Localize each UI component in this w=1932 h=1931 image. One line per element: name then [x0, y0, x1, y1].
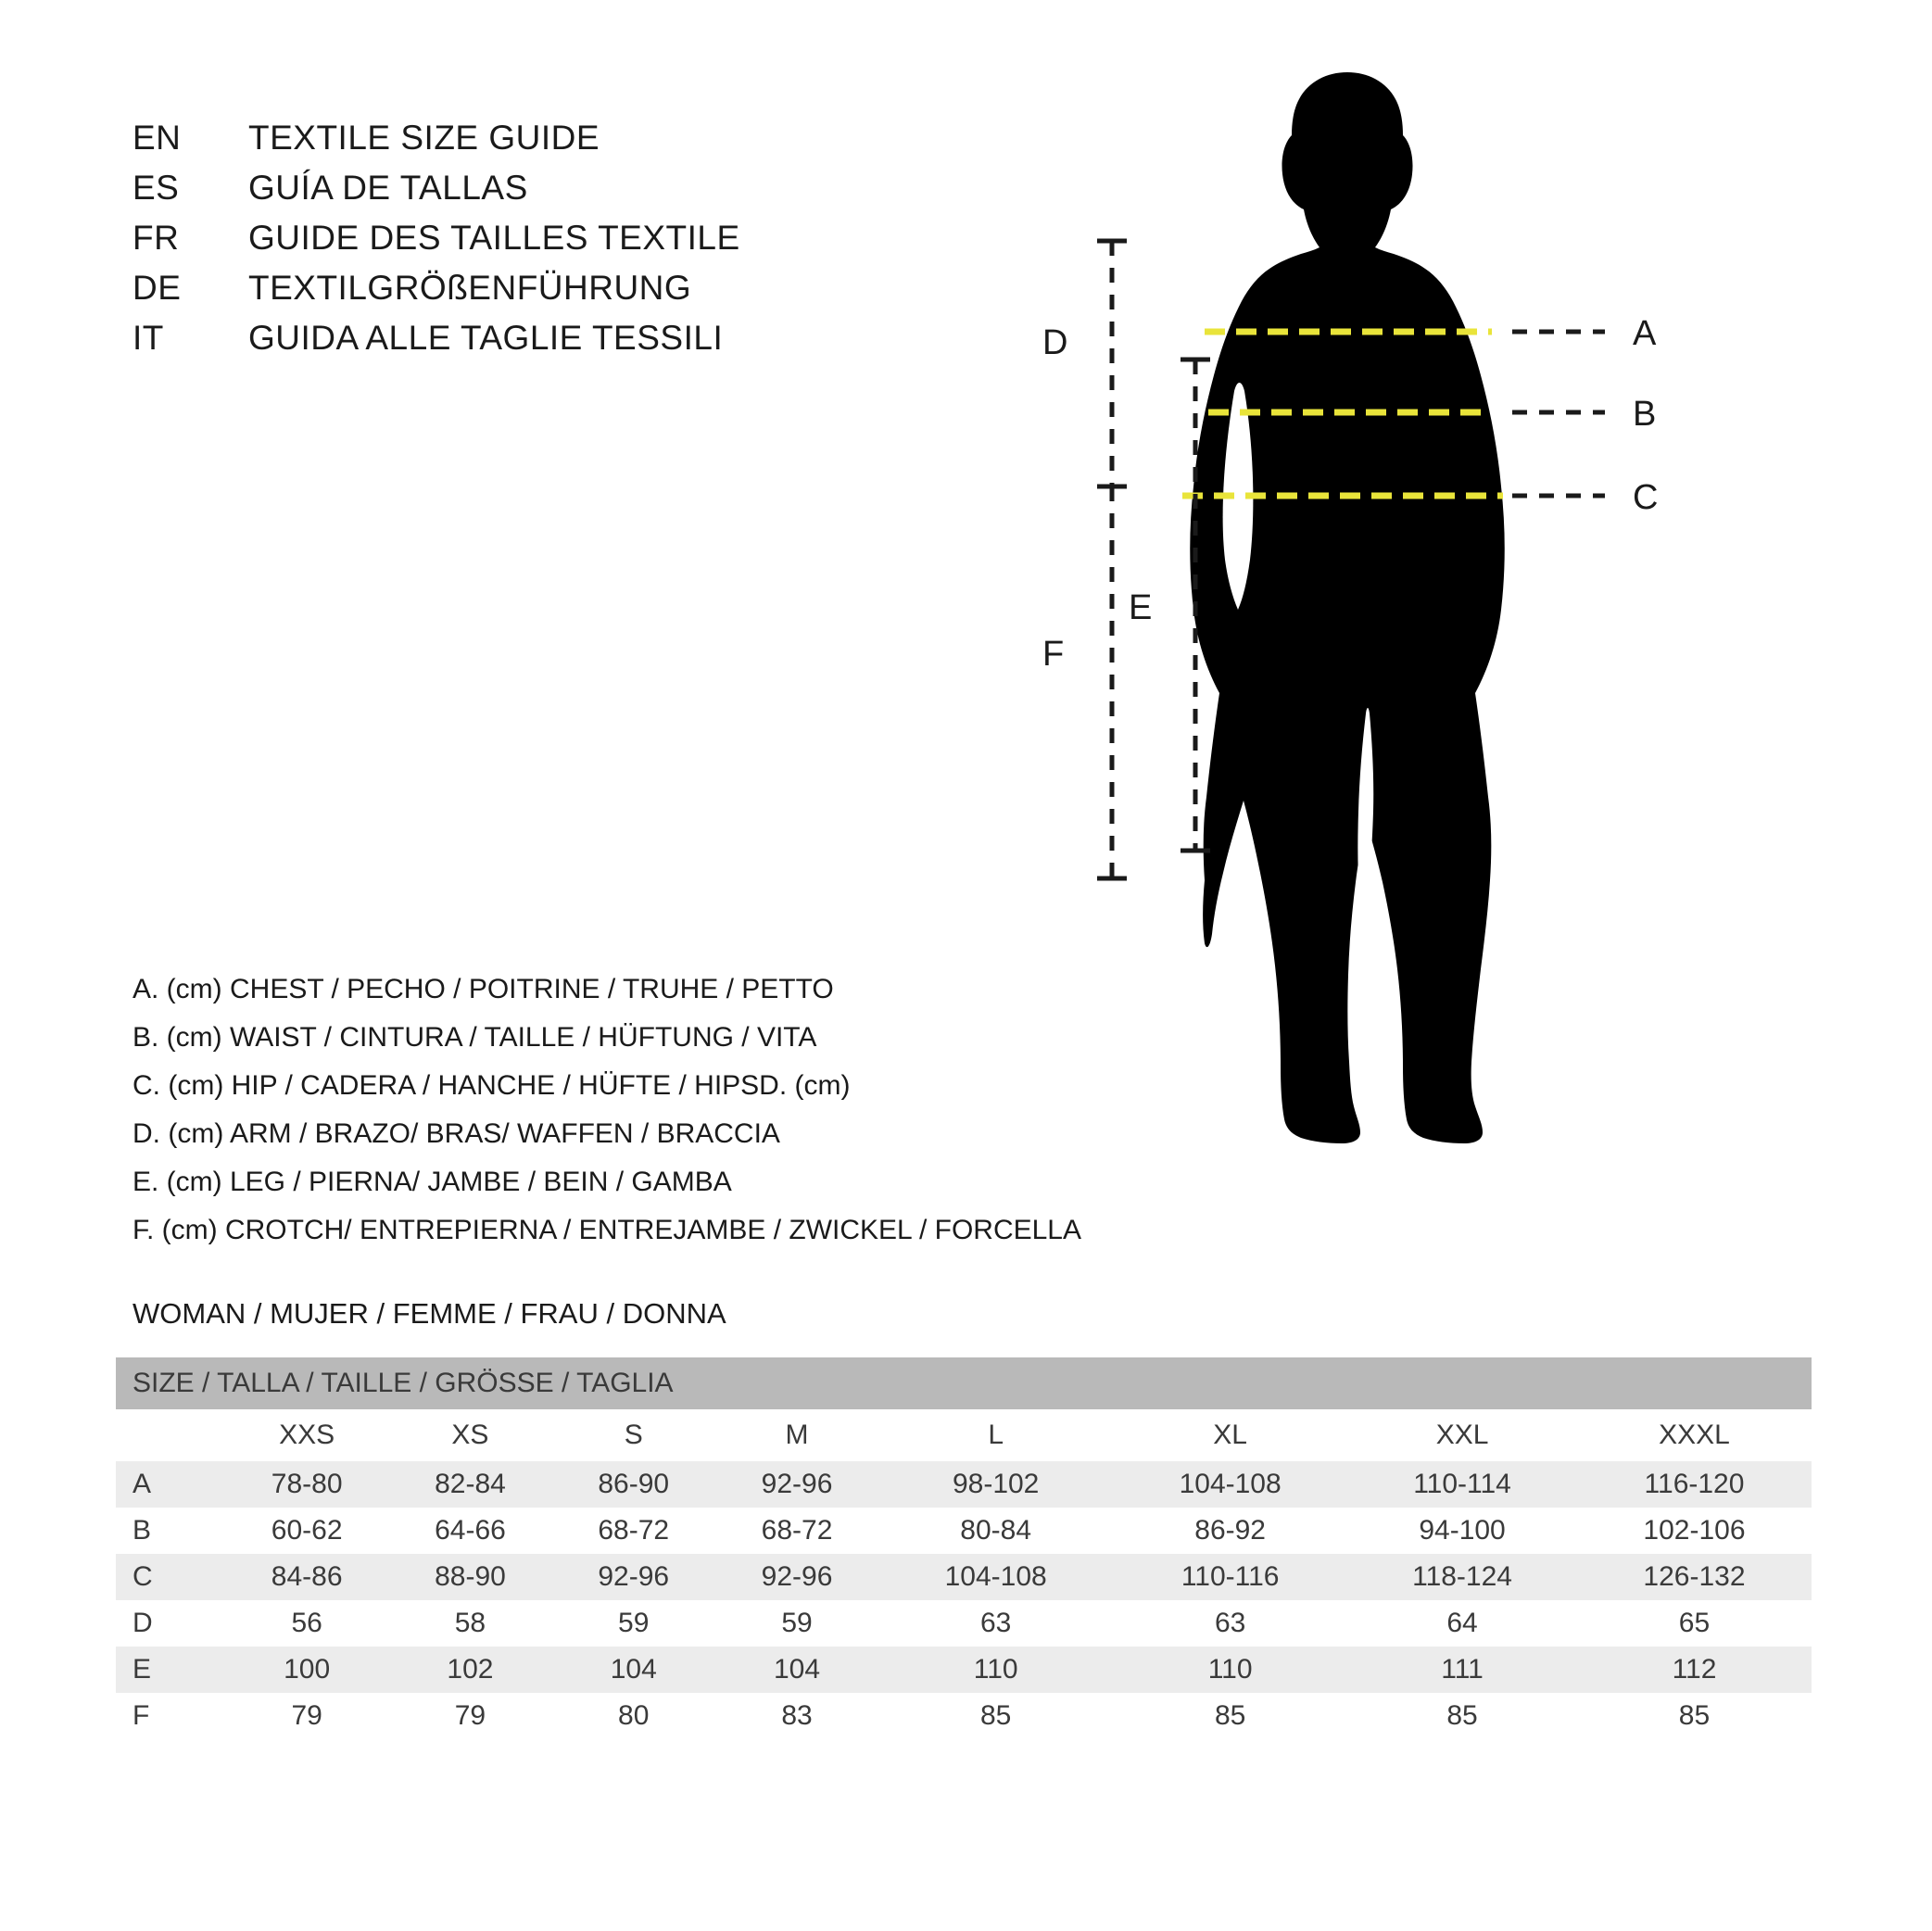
cell-d-s: 59 [618, 1608, 650, 1638]
marker-label-b: B [1633, 395, 1657, 434]
cell-c-xxs: 84-86 [225, 1554, 388, 1600]
marker-label-d: D [1042, 323, 1068, 362]
measurement-diagram [1042, 65, 1863, 1205]
cell-d-xxs: 56 [291, 1608, 322, 1638]
cell-a-xxxl: 116-120 [1577, 1461, 1812, 1508]
title-lang-de: DE [133, 269, 182, 307]
title-row [133, 219, 892, 269]
cell-e-xxs: 100 [225, 1647, 388, 1693]
cell-c-m: 92-96 [715, 1554, 878, 1600]
table-row [116, 1554, 1812, 1600]
table-col-xxl: XXL [1435, 1420, 1489, 1450]
cell-a-l: 98-102 [878, 1461, 1113, 1508]
crotch-length-bracket [1042, 486, 1127, 878]
arm-length-bracket [959, 241, 1127, 486]
cell-a-xl: 104-108 [1113, 1461, 1347, 1508]
title-text-en: TEXTILE SIZE GUIDE [248, 119, 600, 157]
cell-f-xxs: 79 [291, 1700, 322, 1731]
cell-c-xl: 110-116 [1113, 1554, 1347, 1600]
cell-d-l: 63 [979, 1608, 1012, 1638]
marker-label-a: A [1633, 314, 1657, 353]
title-block [133, 119, 892, 369]
cell-b-xxs: 60-62 [271, 1515, 343, 1546]
title-lang-en: EN [133, 119, 182, 157]
marker-label-f: F [1042, 635, 1065, 674]
cell-e-s: 104 [552, 1647, 715, 1693]
title-lang-it: IT [133, 319, 164, 357]
title-lang-fr: FR [133, 219, 180, 257]
cell-d-m: 59 [781, 1608, 813, 1638]
title-row [133, 319, 892, 369]
cell-a-xs: 82-84 [388, 1461, 551, 1508]
cell-e-l: 110 [878, 1647, 1113, 1693]
cell-b-l: 80-84 [960, 1515, 1032, 1546]
size-band-header: SIZE / TALLA / TAILLE / GRÖSSE / TAGLIA [116, 1357, 1812, 1409]
cell-c-xxxl: 126-132 [1577, 1554, 1812, 1600]
cell-c-xs: 88-90 [388, 1554, 551, 1600]
table-col-m: M [785, 1420, 809, 1450]
cell-f-l: 85 [979, 1700, 1012, 1731]
legend-item-a: A. (cm) CHEST / PECHO / POITRINE / TRUHE / PETTO [133, 974, 834, 1004]
marker-label-c: C [1633, 478, 1659, 517]
cell-e-xxxl: 112 [1577, 1647, 1812, 1693]
cell-b-m: 68-72 [761, 1515, 833, 1546]
title-row [133, 269, 892, 319]
title-lang-es: ES [133, 169, 180, 207]
table-row [116, 1693, 1812, 1739]
cell-a-s: 86-90 [552, 1461, 715, 1508]
title-text-fr: GUIDE DES TAILLES TEXTILE [248, 219, 740, 257]
cell-d-xs: 58 [454, 1608, 486, 1638]
table-col-xl: XL [1213, 1420, 1247, 1450]
title-text-de: TEXTILGRÖßENFÜHRUNG [248, 269, 692, 307]
cell-d-xxl: 64 [1446, 1608, 1478, 1638]
cell-c-l: 104-108 [878, 1554, 1113, 1600]
cell-b-xxxl: 102-106 [1643, 1515, 1746, 1546]
cell-e-xxl: 111 [1347, 1647, 1577, 1693]
table-band-header-row [116, 1357, 1812, 1409]
cell-c-xxl: 118-124 [1347, 1554, 1577, 1600]
row-label-b: B [133, 1515, 152, 1546]
size-table [116, 1357, 1812, 1739]
row-label-f: F [133, 1700, 150, 1731]
cell-d-xl: 63 [1214, 1608, 1246, 1638]
table-row [116, 1647, 1812, 1693]
table-col-l: L [988, 1420, 1004, 1450]
legend-item-d: D. (cm) ARM / BRAZO/ BRAS/ WAFFEN / BRACCIA [133, 1118, 780, 1149]
cell-a-m: 92-96 [715, 1461, 878, 1508]
cell-a-xxs: 78-80 [225, 1461, 388, 1508]
title-text-es: GUÍA DE TALLAS [248, 169, 528, 207]
row-label-e: E [116, 1647, 225, 1693]
table-col-xxs: XXS [279, 1420, 335, 1450]
table-corner-cell [116, 1409, 225, 1461]
cell-f-xl: 85 [1214, 1700, 1246, 1731]
legend-item-e: E. (cm) LEG / PIERNA/ JAMBE / BEIN / GAMBA [133, 1167, 732, 1197]
legend-item-b: B. (cm) WAIST / CINTURA / TAILLE / HÜFTUNG / VITA [133, 1022, 817, 1053]
table-col-xxxl: XXXL [1659, 1420, 1730, 1450]
cell-c-s: 92-96 [552, 1554, 715, 1600]
title-row [133, 119, 892, 169]
legend-item-c: C. (cm) HIP / CADERA / HANCHE / HÜFTE / HIPSD. (cm) [133, 1070, 851, 1101]
title-row [133, 169, 892, 219]
cell-b-xl: 86-92 [1194, 1515, 1266, 1546]
cell-f-s: 80 [618, 1700, 650, 1731]
row-label-c: C [116, 1554, 225, 1600]
row-label-a: A [116, 1461, 225, 1508]
title-text-it: GUIDA ALLE TAGLIE TESSILI [248, 319, 724, 357]
marker-label-e: E [1129, 588, 1153, 627]
cell-f-xs: 79 [454, 1700, 486, 1731]
group-caption: WOMAN / MUJER / FEMME / FRAU / DONNA [133, 1297, 726, 1330]
cell-b-xs: 64-66 [435, 1515, 506, 1546]
cell-b-s: 68-72 [598, 1515, 670, 1546]
table-row [116, 1461, 1812, 1508]
cell-e-xl: 110 [1113, 1647, 1347, 1693]
cell-a-xxl: 110-114 [1347, 1461, 1577, 1508]
cell-f-m: 83 [781, 1700, 813, 1731]
measurement-legend [133, 966, 1244, 1255]
table-col-s: S [624, 1420, 643, 1450]
cell-e-m: 104 [715, 1647, 878, 1693]
table-col-xs: XS [451, 1420, 489, 1450]
cell-b-xxl: 94-100 [1419, 1515, 1506, 1546]
table-row [116, 1600, 1812, 1647]
cell-f-xxxl: 85 [1678, 1700, 1711, 1731]
table-header-row [116, 1409, 1812, 1461]
cell-d-xxxl: 65 [1678, 1608, 1711, 1638]
legend-item-f: F. (cm) CROTCH/ ENTREPIERNA / ENTREJAMBE / ZWICKEL / FORCELLA [133, 1215, 1081, 1245]
row-label-d: D [133, 1608, 153, 1638]
female-silhouette-icon [1190, 72, 1505, 1143]
cell-f-xxl: 85 [1446, 1700, 1478, 1731]
cell-e-xs: 102 [388, 1647, 551, 1693]
table-row [116, 1508, 1812, 1554]
